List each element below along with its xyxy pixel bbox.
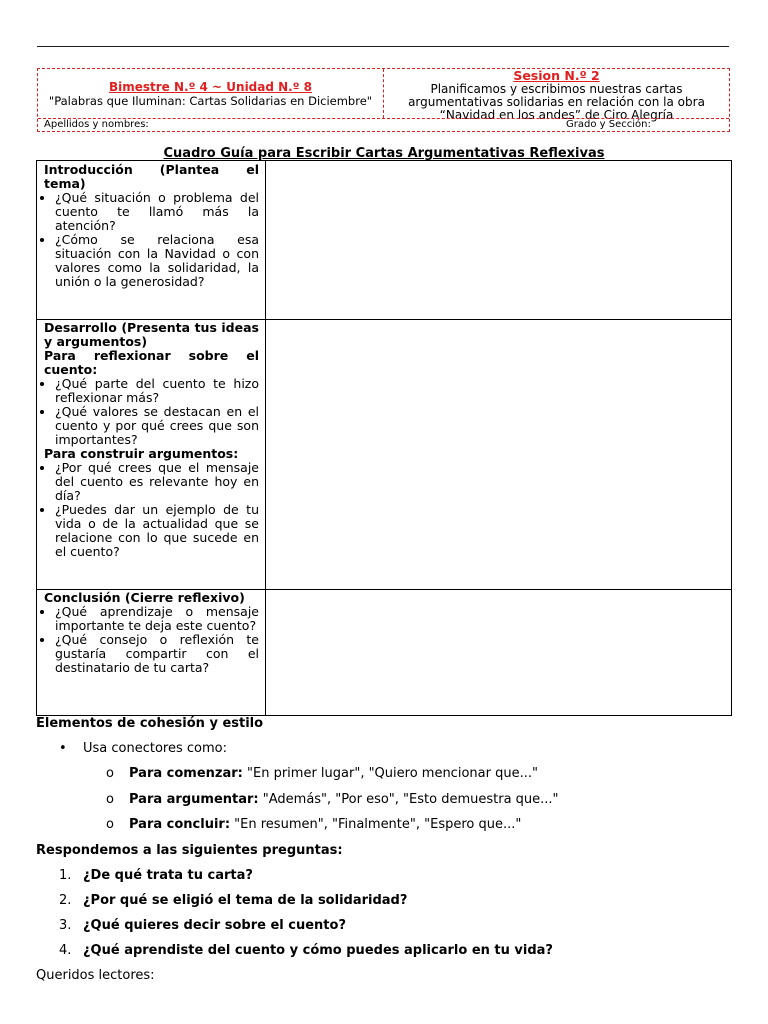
sub-bullet-marker: o <box>106 817 114 832</box>
grado-label: Grado y Sección: <box>566 119 651 130</box>
unit-subtitle: "Palabras que Iluminan: Cartas Solidarias en Diciembre" <box>48 94 373 108</box>
question-number: 4. <box>59 943 72 958</box>
question-3: ¿Qué quieres decir sobre el cuento? <box>83 918 346 933</box>
question-number: 3. <box>59 918 72 933</box>
session-desc-1: Planificamos y escribimos nuestras cartas <box>430 82 683 96</box>
list-item: • ¿Qué situación o problema del cuento te llamó más la atención? <box>55 191 259 233</box>
student-row <box>38 118 729 133</box>
connector-comenzar: Para comenzar: "En primer lugar", "Quiero mencionar que..." <box>129 766 538 781</box>
row-introduccion <box>37 161 731 320</box>
question-4: ¿Qué aprendiste del cuento y cómo puedes aplicarlo en tu vida? <box>83 943 553 958</box>
row-subheading: Para reflexionar sobre el cuento: <box>44 348 259 377</box>
row-heading: Introducción (Plantea el tema) <box>44 162 259 191</box>
unit-info <box>38 69 384 118</box>
row-subheading: Para construir argumentos: <box>44 446 239 461</box>
answer-cell[interactable] <box>266 319 731 589</box>
row-label <box>37 319 266 589</box>
row-desarrollo <box>37 319 731 590</box>
questions-title: Respondemos a las siguientes preguntas: <box>36 843 343 858</box>
row-heading: Desarrollo (Presenta tus ideas y argumentos) <box>44 320 259 349</box>
session-info <box>384 68 729 122</box>
cohesion-bullet: Usa conectores como: <box>83 741 227 756</box>
session-title: Sesion N.º 2 <box>513 68 600 83</box>
connector-concluir: Para concluir: "En resumen", "Finalmente", "Espero que..." <box>129 817 522 832</box>
bimestre-title: Bimestre N.º 4 ~ Unidad N.º 8 <box>108 80 313 94</box>
closing-salutation: Queridos lectores: <box>36 968 155 983</box>
list-item: • ¿Qué consejo o reflexión te gustaría compartir con el destinatario de tu carta? <box>55 633 259 675</box>
answer-cell[interactable] <box>266 589 731 715</box>
header-box <box>37 68 730 132</box>
session-desc-3: “Navidad en los andes” de Ciro Alegría <box>439 108 674 122</box>
list-item: • ¿Puedes dar un ejemplo de tu vida o de la actualidad que se relacione con lo que sucede en el cuento? <box>55 503 259 559</box>
session-desc-2: argumentativas solidarias en relación con la obra <box>408 95 705 109</box>
apellidos-label: Apellidos y nombres: <box>44 119 149 130</box>
question-2: ¿Por qué se eligió el tema de la solidaridad? <box>83 893 408 908</box>
question-number: 2. <box>59 893 72 908</box>
guide-table <box>36 160 732 716</box>
answer-cell[interactable] <box>266 161 731 319</box>
table-title: Cuadro Guía para Escribir Cartas Argumentativas Reflexivas <box>163 146 605 161</box>
row-label <box>37 589 266 715</box>
row-label <box>37 161 266 319</box>
connector-argumentar: Para argumentar: "Además", "Por eso", "Esto demuestra que..." <box>129 792 559 807</box>
sub-bullet-marker: o <box>106 766 114 781</box>
cohesion-bullet-marker: • <box>59 741 67 756</box>
row-conclusion <box>37 589 731 715</box>
list-item: • ¿Qué parte del cuento te hizo reflexionar más? <box>55 377 259 405</box>
list-item: • ¿Qué valores se destacan en el cuento y por qué crees que son importantes? <box>55 405 259 447</box>
list-item: • ¿Por qué crees que el mensaje del cuento es relevante hoy en día? <box>55 461 259 503</box>
question-number: 1. <box>59 868 72 883</box>
cohesion-title: Elementos de cohesión y estilo <box>36 716 264 731</box>
question-1: ¿De qué trata tu carta? <box>83 868 253 883</box>
list-item: • ¿Qué aprendizaje o mensaje importante te deja este cuento? <box>55 605 259 633</box>
list-item: • ¿Cómo se relaciona esa situación con la Navidad o con valores como la solidaridad, la unión o la generosidad? <box>55 233 259 289</box>
top-rule <box>37 46 729 47</box>
sub-bullet-marker: o <box>106 792 114 807</box>
row-heading: Conclusión (Cierre reflexivo) <box>44 590 245 605</box>
